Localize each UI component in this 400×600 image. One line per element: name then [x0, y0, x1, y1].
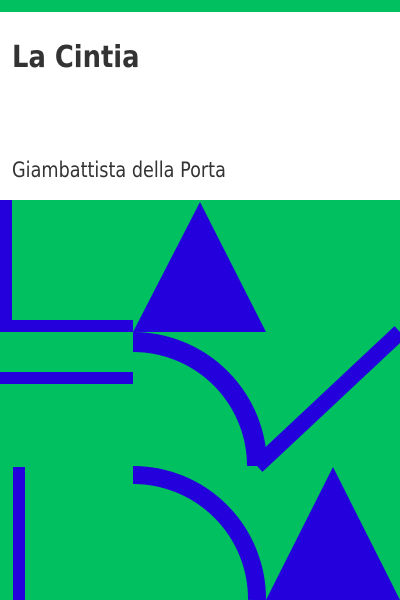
art-vertical-bar-top [0, 200, 12, 332]
title-area [0, 12, 400, 200]
art-horizontal-bar-middle [0, 372, 133, 384]
top-color-bar [0, 0, 400, 12]
art-vertical-bar-bottom [13, 467, 25, 600]
art-horizontal-bar-top [0, 320, 133, 332]
book-title: La Cintia [12, 40, 140, 75]
cover-art [0, 200, 400, 600]
book-author: Giambattista della Porta [12, 158, 226, 182]
